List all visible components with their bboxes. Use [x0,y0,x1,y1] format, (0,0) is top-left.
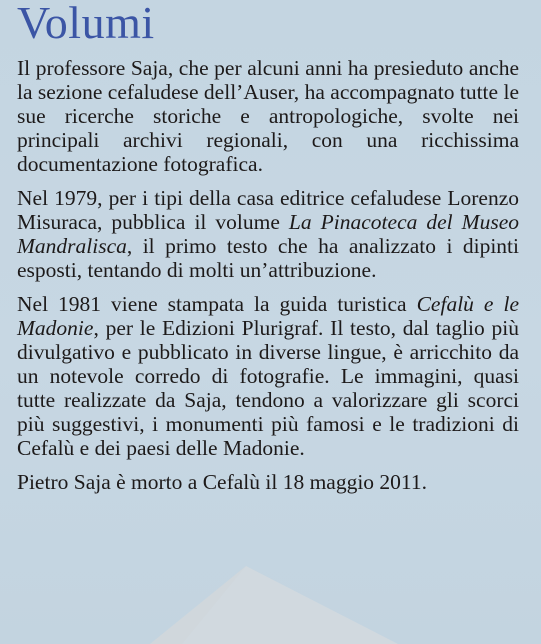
article-body [17,56,519,494]
paragraph-3 [17,292,519,460]
paragraph-3-text-after: , per le Edizioni Plurigraf. Il testo, dal taglio più divulgativo e pubblicato in diverse lingue, è arricchito da un notevole corredo di fotografie. Le immagini, quasi tutte realizzate da Saja, tendono a valorizzare gli scorci più suggestivi, i monumenti più famosi e le tradizioni di Cefalù e dei paesi delle Madonie. [17,316,519,460]
paragraph-1: Il professore Saja, che per alcuni anni ha presieduto anche la sezione cefaludese dell’Auser, ha accompagnato tutte le sue ricerche storiche e antropologiche, svolte nei principali archivi regionali, con una ricchissima documentazione fotografica. [17,56,519,176]
section-heading: Volumi [17,0,155,48]
paragraph-2 [17,186,519,282]
book-title-pinacoteca: La Pinacoteca del Museo Mandralisca [17,210,519,258]
paragraph-2-text-before: Nel 1979, per i tipi della casa editrice cefaludese Lorenzo Misuraca, pubblica il volume [17,186,519,234]
paragraph-2-text-after: , il primo testo che ha analizzato i dipinti esposti, tentando di molti un’attribuzione. [17,234,519,282]
paragraph-4: Pietro Saja è morto a Cefalù il 18 maggio 2011. [17,470,428,494]
book-title-cefalu: Cefalù e le Madonie [17,292,519,340]
paragraph-3-text-before: Nel 1981 viene stampata la guida turistica [17,292,417,316]
